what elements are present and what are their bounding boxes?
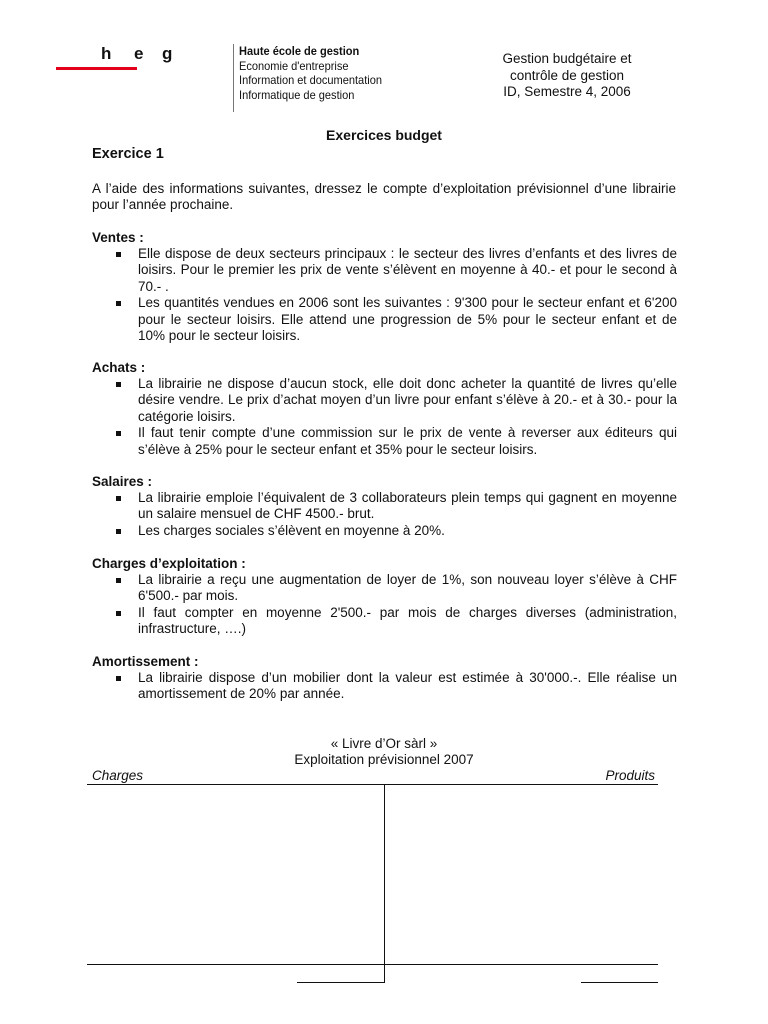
bullet-icon [116, 529, 121, 534]
account-left-label: Charges [92, 768, 144, 783]
school-info [239, 44, 382, 102]
section-heading-achats: Achats : [92, 360, 146, 375]
account-company: « Livre d’Or sàrl » [330, 736, 438, 751]
course-line-1: Gestion budgétaire et [502, 51, 632, 66]
section-list-charges-exploitation [138, 572, 677, 638]
list-item-text: La librairie emploie l’équivalent de 3 collaborateurs plein temps qui gagnent en moyenne un salaire mensuel de CHF 4500.- brut. [138, 490, 677, 522]
department-2: Information et documentation [239, 73, 383, 87]
course-info [468, 51, 666, 101]
list-item [138, 246, 677, 295]
account-right-total-rule [581, 982, 658, 983]
section-heading-amortissement: Amortissement : [92, 654, 199, 669]
account-right-label: Produits [605, 768, 655, 783]
course-line-3: ID, Semestre 4, 2006 [503, 84, 631, 99]
bullet-icon [116, 252, 121, 257]
list-item-text: La librairie ne dispose d’aucun stock, elle doit donc acheter la quantité de livres qu’elle désire vendre. Le prix d’achat moyen d’un livre pour enfant s’élève à 20.- et à 30.- pour la catégorie loisirs. [138, 376, 677, 424]
list-item-text: Elle dispose de deux secteurs principaux : le secteur des livres d’enfants et des livres de loisirs. Pour le premier les prix de vente s’élèvent en moyenne à 40.- et pour le second à 70.- . [138, 246, 677, 294]
list-item-text: La librairie dispose d’un mobilier dont la valeur est estimée à 30'000.-. Elle réalise un amortissement de 20% par année. [138, 670, 677, 702]
header-divider [233, 44, 234, 112]
bullet-icon [116, 611, 121, 616]
account-center-rule [384, 784, 385, 983]
account-title: Exploitation prévisionnel 2007 [294, 752, 474, 767]
course-line-2: contrôle de gestion [509, 67, 625, 83]
bullet-icon [116, 578, 121, 583]
account-top-rule [87, 784, 658, 785]
list-item [138, 376, 677, 425]
account-left-total-rule [297, 982, 384, 983]
section-list-ventes [138, 246, 677, 344]
document-title: Exercices budget [326, 127, 442, 143]
list-item-text: Il faut compter en moyenne 2'500.- par mois de charges diverses (administration, infrastructure, ….) [138, 604, 677, 637]
account-bottom-rule [87, 964, 658, 965]
logo-letter-h: h [101, 44, 112, 63]
department-1: Economie d'entreprise [239, 58, 349, 73]
school-name: Haute école de gestion [239, 44, 360, 58]
list-item-text: La librairie a reçu une augmentation de loyer de 1%, son nouveau loyer s’élève à CHF 6'500.- par mois. [138, 572, 677, 604]
intro-paragraph: A l’aide des informations suivantes, dressez le compte d’exploitation prévisionnel d’une librairie pour l’année prochaine. [92, 181, 676, 213]
list-item [138, 425, 677, 458]
logo-red-bar [56, 67, 137, 70]
section-list-achats [138, 376, 677, 458]
list-item [138, 572, 677, 605]
bullet-icon [116, 382, 121, 387]
list-item [138, 670, 677, 703]
bullet-icon [116, 301, 121, 306]
list-item-text: Les charges sociales s’élèvent en moyenne à 20%. [138, 522, 445, 538]
department-3: Informatique de gestion [239, 87, 355, 102]
list-item [138, 490, 677, 523]
section-list-salaires [138, 490, 677, 539]
bullet-icon [116, 496, 121, 501]
logo-letter-e: e [134, 44, 144, 63]
section-heading-charges-exploitation: Charges d’exploitation : [92, 556, 246, 571]
section-heading-ventes: Ventes : [92, 230, 144, 245]
section-list-amortissement [138, 670, 677, 703]
bullet-icon [116, 676, 121, 681]
logo-letter-g: g [162, 44, 173, 63]
list-item-text: Il faut tenir compte d’une commission sur le prix de vente à reverser aux éditeurs qui s’élève à 25% pour le secteur enfant et 35% pour le secteur loisirs. [138, 425, 677, 457]
list-item [138, 523, 677, 539]
bullet-icon [116, 431, 121, 436]
list-item [138, 605, 677, 638]
list-item-text: Les quantités vendues en 2006 sont les suivantes : 9'300 pour le secteur enfant et 6'200 pour le secteur loisirs. Elle attend une progression de 5% pour le secteur enfant et de 10% pour le secteur loisirs. [138, 295, 677, 344]
exercise-heading: Exercice 1 [92, 146, 164, 162]
list-item [138, 295, 677, 344]
section-heading-salaires: Salaires : [92, 474, 153, 489]
